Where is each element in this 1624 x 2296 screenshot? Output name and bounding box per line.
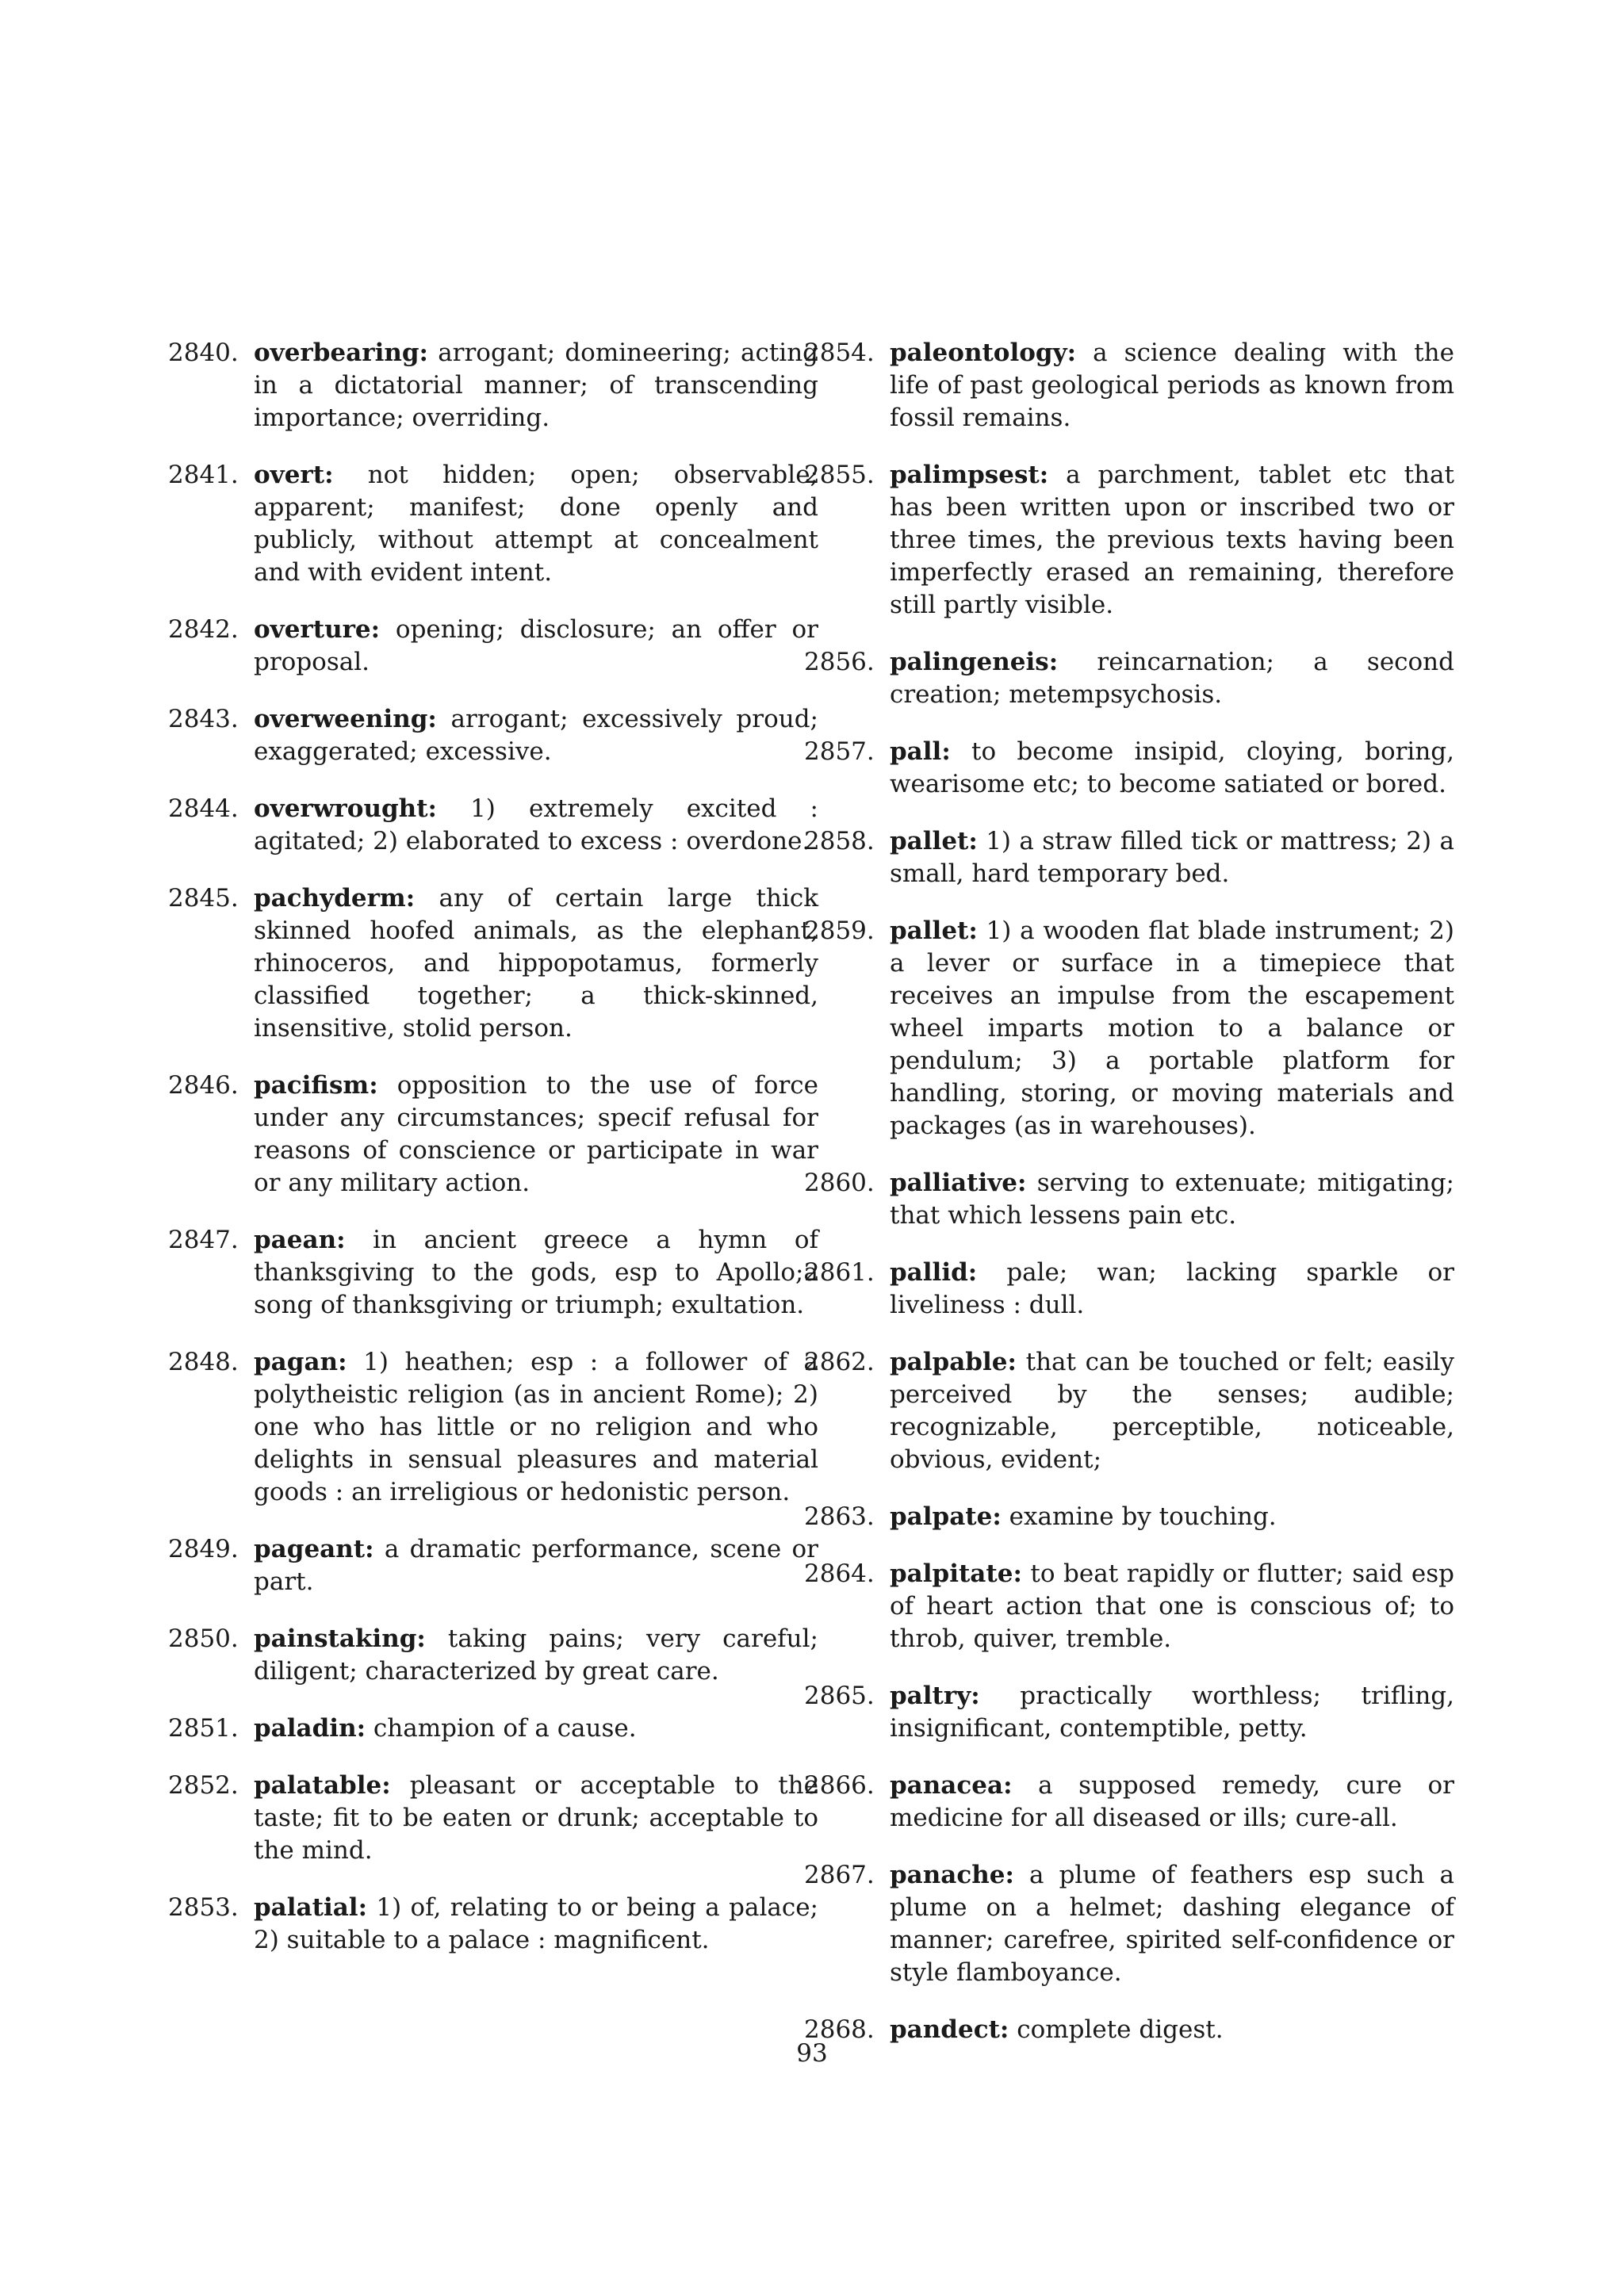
- dictionary-entry: [168, 1770, 818, 1867]
- entry-definition: opposition to the use of force under any circumstances; specif refusal for reasons of conscience or participate in war or any military action.: [254, 1071, 818, 1197]
- entry-term: pallid:: [890, 1258, 978, 1287]
- entry-number: 2843.: [168, 705, 239, 733]
- dictionary-entry: [168, 459, 818, 589]
- entry-definition: pleasant or acceptable to the taste; fit to be eaten or drunk; acceptable to the mind.: [254, 1771, 818, 1865]
- dictionary-entry: [804, 1501, 1454, 1533]
- entry-number: 2852.: [168, 1771, 239, 1800]
- entry-term: pacifism:: [254, 1071, 378, 1100]
- right-column: [804, 337, 1454, 2071]
- entry-definition: a supposed remedy, cure or medicine for all diseased or ills; cure-all.: [890, 1771, 1454, 1832]
- entry-term: pallet:: [890, 827, 978, 855]
- entry-number: 2868.: [804, 2015, 875, 2044]
- dictionary-entry: [168, 1070, 818, 1200]
- dictionary-entry: [168, 1533, 818, 1598]
- entry-term: pageant:: [254, 1535, 374, 1563]
- entry-term: overbearing:: [254, 339, 428, 367]
- dictionary-entry: [168, 882, 818, 1045]
- dictionary-entry: [804, 1770, 1454, 1835]
- dictionary-entry: [804, 646, 1454, 711]
- entry-number: 2856.: [804, 648, 875, 676]
- entry-definition: serving to extenuate; mitigating; that which lessens pain etc.: [890, 1169, 1454, 1230]
- entry-definition: 1) a wooden flat blade instrument; 2) a lever or surface in a timepiece that receives an impulse from the escapement wheel imparts motion to a balance or pendulum; 3) a portable platform for handling, storing, or moving materials and packages (as in warehouses).: [890, 916, 1454, 1140]
- dictionary-entry: [168, 1712, 818, 1745]
- entry-term: palpable:: [890, 1348, 1017, 1376]
- entry-term: paladin:: [254, 1714, 366, 1743]
- entry-number: 2849.: [168, 1535, 239, 1563]
- dictionary-entry: [168, 1224, 818, 1322]
- dictionary-entry: [168, 1892, 818, 1957]
- dictionary-entry: [168, 337, 818, 434]
- entry-number: 2864.: [804, 1559, 875, 1588]
- entry-definition: a dramatic performance, scene or part.: [254, 1535, 819, 1596]
- dictionary-entry: [804, 1167, 1454, 1232]
- entry-definition: practically worthless; trifling, insignificant, contemptible, petty.: [890, 1682, 1454, 1743]
- entry-number: 2862.: [804, 1348, 875, 1376]
- dictionary-entry: [804, 915, 1454, 1142]
- entry-definition: taking pains; very careful; diligent; characterized by great care.: [254, 1624, 818, 1686]
- entry-definition: complete digest.: [1017, 2015, 1224, 2044]
- dictionary-entry: [804, 736, 1454, 801]
- dictionary-entry: [804, 1859, 1454, 1989]
- entry-definition: 1) extremely excited : agitated; 2) elaborated to excess : overdone.: [254, 794, 819, 855]
- dictionary-entry: [168, 1346, 818, 1509]
- entry-number: 2850.: [168, 1624, 239, 1653]
- entry-definition: pale; wan; lacking sparkle or liveliness : dull.: [890, 1258, 1454, 1319]
- entry-term: paltry:: [890, 1682, 980, 1710]
- entry-term: palimpsest:: [890, 461, 1049, 489]
- entry-number: 2859.: [804, 916, 875, 945]
- entry-number: 2857.: [804, 737, 875, 766]
- entry-term: overweening:: [254, 705, 437, 733]
- entry-term: pagan:: [254, 1348, 347, 1376]
- entry-number: 2866.: [804, 1771, 875, 1800]
- entry-term: paleontology:: [890, 339, 1077, 367]
- left-column: [168, 337, 818, 1981]
- dictionary-entry: [168, 1623, 818, 1688]
- entry-term: palpitate:: [890, 1559, 1022, 1588]
- entry-term: palatial:: [254, 1893, 368, 1922]
- entry-definition: a plume of feathers esp such a plume on a helmet; dashing elegance of manner; carefree, spirited self-confidence or style flamboyance.: [890, 1861, 1454, 1987]
- entry-term: overture:: [254, 615, 381, 644]
- entry-term: paean:: [254, 1226, 346, 1254]
- entry-term: pallet:: [890, 916, 978, 945]
- entry-number: 2860.: [804, 1169, 875, 1197]
- entry-definition: that can be touched or felt; easily perceived by the senses; audible; recognizable, perceptible, noticeable, obvious, evident;: [890, 1348, 1454, 1474]
- dictionary-entry: [804, 1257, 1454, 1322]
- entry-definition: champion of a cause.: [373, 1714, 637, 1743]
- entry-definition: in ancient greece a hymn of thanksgiving to the gods, esp to Apollo;a song of thanksgiving or triumph; exultation.: [254, 1226, 818, 1319]
- entry-number: 2855.: [804, 461, 875, 489]
- entry-number: 2842.: [168, 615, 239, 644]
- entry-definition: a parchment, tablet etc that has been written upon or inscribed two or three times, the previous texts having been imperfectly erased an remaining, therefore still partly visible.: [890, 461, 1454, 619]
- entry-definition: a science dealing with the life of past geological periods as known from fossil remains.: [890, 339, 1454, 432]
- entry-number: 2840.: [168, 339, 239, 367]
- dictionary-entry: [168, 703, 818, 768]
- entry-term: palliative:: [890, 1169, 1027, 1197]
- entry-term: overt:: [254, 461, 334, 489]
- entry-term: pandect:: [890, 2015, 1009, 2044]
- entry-number: 2841.: [168, 461, 239, 489]
- entry-number: 2861.: [804, 1258, 875, 1287]
- entry-number: 2846.: [168, 1071, 239, 1100]
- entry-number: 2848.: [168, 1348, 239, 1376]
- entry-definition: arrogant; domineering; acting in a dictatorial manner; of transcending importance; overriding.: [254, 339, 819, 432]
- dictionary-entry: [804, 337, 1454, 434]
- entry-definition: to beat rapidly or flutter; said esp of heart action that one is conscious of; to throb, quiver, tremble.: [890, 1559, 1455, 1653]
- entry-term: palatable:: [254, 1771, 391, 1800]
- entry-definition: 1) heathen; esp : a follower of a polytheistic religion (as in ancient Rome); 2) one who has little or no religion and who delights in sensual pleasures and material goods : an irreligious or hedonistic person.: [254, 1348, 818, 1506]
- entry-definition: to become insipid, cloying, boring, wearisome etc; to become satiated or bored.: [890, 737, 1454, 798]
- entry-term: panache:: [890, 1861, 1014, 1889]
- entry-term: pachyderm:: [254, 884, 416, 913]
- page-number: 93: [796, 2039, 828, 2068]
- entry-definition: 1) of, relating to or being a palace; 2) suitable to a palace : magnificent.: [254, 1893, 818, 1954]
- entry-number: 2854.: [804, 339, 875, 367]
- entry-definition: examine by touching.: [1009, 1502, 1277, 1531]
- entry-definition: opening; disclosure; an offer or proposal.: [254, 615, 818, 676]
- entry-number: 2865.: [804, 1682, 875, 1710]
- entry-definition: any of certain large thick skinned hoofed animals, as the elephant, rhinoceros, and hippopotamus, formerly classified together; a thick-skinned, insensitive, stolid person.: [254, 884, 819, 1043]
- entry-number: 2853.: [168, 1893, 239, 1922]
- dictionary-entry: [804, 1680, 1454, 1745]
- entry-term: pall:: [890, 737, 951, 766]
- entry-term: panacea:: [890, 1771, 1013, 1800]
- dictionary-entry: [168, 614, 818, 679]
- entry-term: palpate:: [890, 1502, 1002, 1531]
- entry-number: 2858.: [804, 827, 875, 855]
- entry-number: 2847.: [168, 1226, 239, 1254]
- dictionary-entry: [168, 793, 818, 858]
- entry-definition: reincarnation; a second creation; metempsychosis.: [890, 648, 1454, 709]
- entry-term: overwrought:: [254, 794, 437, 823]
- entry-number: 2863.: [804, 1502, 875, 1531]
- entry-definition: not hidden; open; observable; apparent; manifest; done openly and publicly, without attempt at concealment and with evident intent.: [254, 461, 818, 587]
- entry-number: 2844.: [168, 794, 239, 823]
- dictionary-entry: [804, 1558, 1454, 1655]
- dictionary-entry: [804, 459, 1454, 622]
- dictionary-entry: [804, 1346, 1454, 1476]
- entry-number: 2867.: [804, 1861, 875, 1889]
- entry-term: palingeneis:: [890, 648, 1059, 676]
- entry-definition: arrogant; excessively proud; exaggerated; excessive.: [254, 705, 818, 766]
- entry-number: 2845.: [168, 884, 239, 913]
- entry-number: 2851.: [168, 1714, 239, 1743]
- entry-term: painstaking:: [254, 1624, 426, 1653]
- entry-definition: 1) a straw filled tick or mattress; 2) a small, hard temporary bed.: [890, 827, 1454, 888]
- dictionary-entry: [804, 825, 1454, 890]
